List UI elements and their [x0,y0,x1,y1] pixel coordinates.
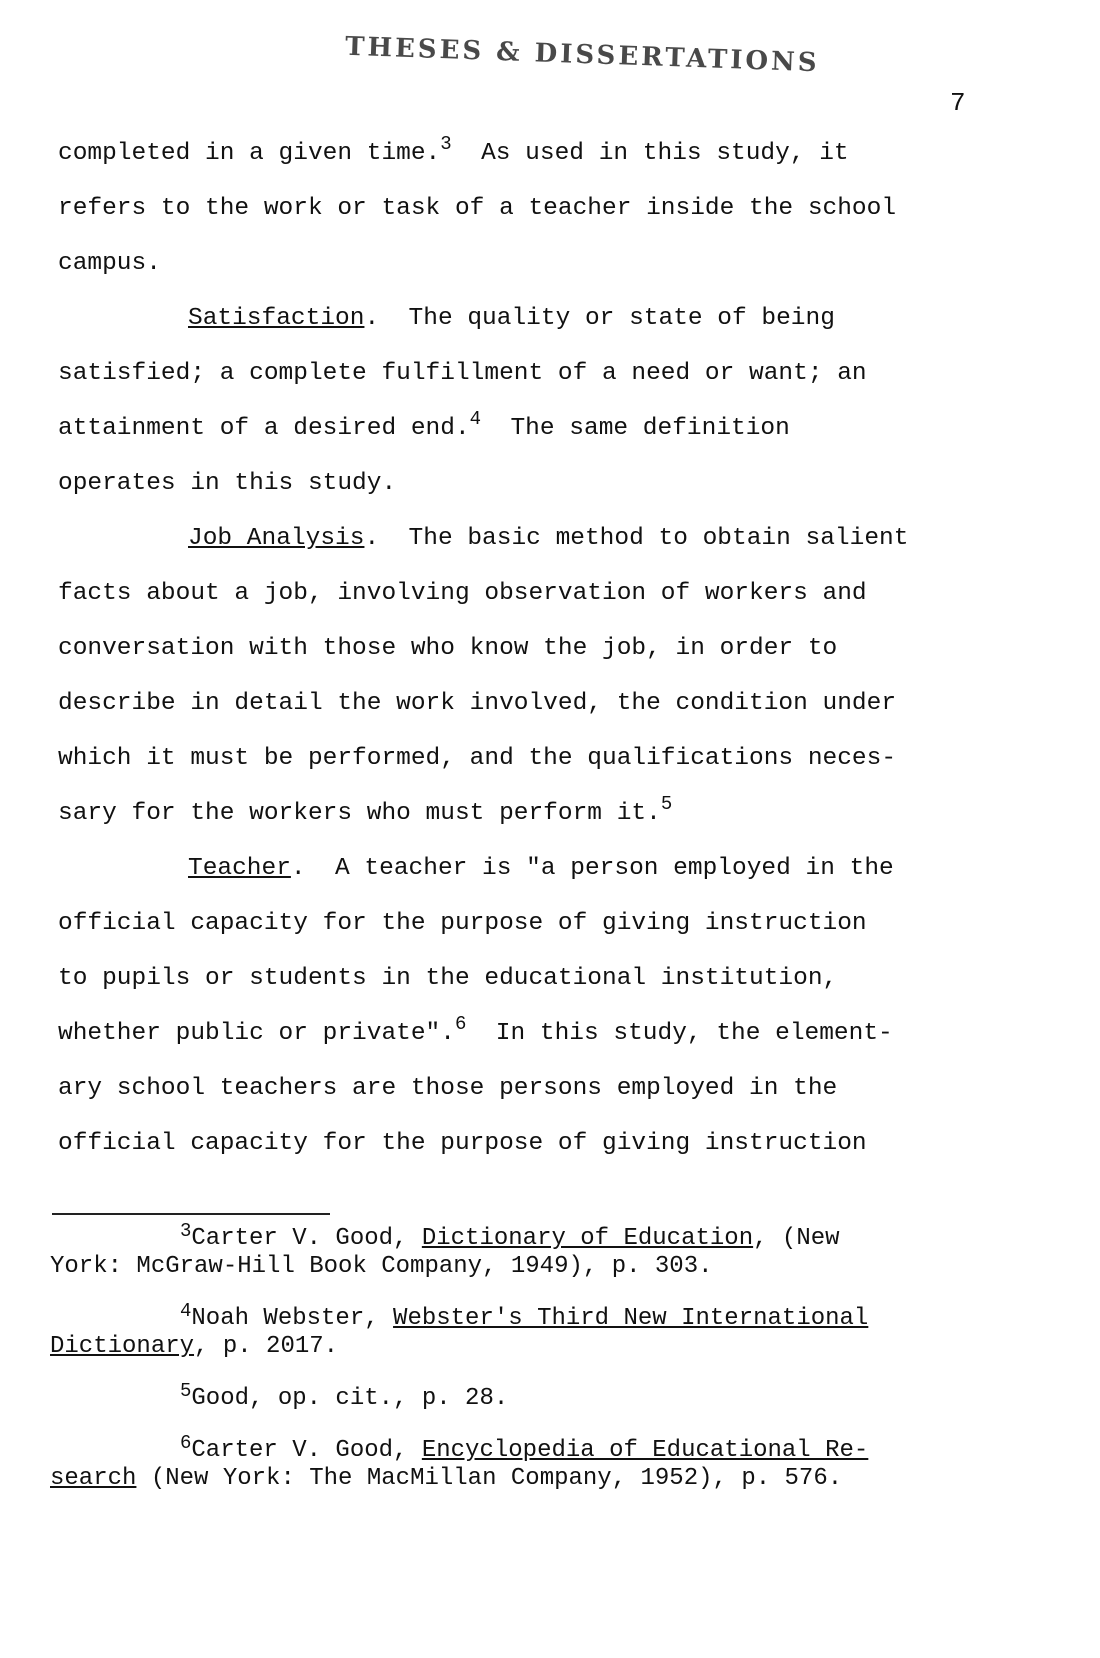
text-line: to pupils or students in the educational institution, [58,965,838,992]
footnote-number: 5 [180,1380,192,1402]
footnote-6: $^6$Carter V. Good, Encyclopedia of Educational Re- search (New York: The MacMillan Company, 1952), p. 576. [50,1432,869,1492]
footnotes [50,1220,1010,1517]
text-line: operates in this study. [58,470,397,497]
text-line: official capacity for the purpose of giving instruction [58,910,867,937]
text-line: whether public or private".$^6$ In this study, the element- [58,1013,893,1047]
term-job-analysis: Job Analysis [188,525,365,552]
footnote-5: $^5$Good, op. cit., p. 28. [180,1380,509,1412]
definition-teacher: Teacher. A teacher is "a person employed in the [188,855,894,882]
text-line: completed in a given time.$^3$ As used in this study, it [58,133,849,167]
citation-title: Dictionary of Education [421,1225,754,1252]
text-line: campus. [58,250,161,277]
text-line: describe in detail the work involved, the condition under [58,690,897,717]
footnote-divider [52,1213,330,1215]
footnote-number: 6 [180,1432,192,1454]
body-text [58,126,1018,1171]
footnote-number: 4 [180,1300,192,1322]
text-line: satisfied; a complete fulfillment of a need or want; an [58,360,867,387]
text-line: official capacity for the purpose of giving instruction [58,1130,867,1157]
term-teacher: Teacher [188,855,291,882]
citation-title: Dictionary [50,1333,195,1360]
text-line: which it must be performed, and the qualifications neces- [58,745,897,772]
definition-job-analysis: Job Analysis. The basic method to obtain salient [188,525,909,552]
footnote-4: $^4$Noah Webster, Webster's Third New International Dictionary, p. 2017. [50,1300,869,1360]
term-satisfaction: Satisfaction [188,305,365,332]
citation-title: Webster's Third New International [393,1305,869,1332]
footnote-number: 3 [180,1220,192,1242]
text-line: sary for the workers who must perform it.$^5$ [58,793,673,827]
text-line: refers to the work or task of a teacher inside the school [58,195,897,222]
citation-title: search [50,1465,137,1492]
page-number: 7 [950,88,966,118]
footnote-3: $^3$Carter V. Good, Dictionary of Education, (New York: McGraw-Hill Book Company, 1949), p. 303. [50,1220,840,1280]
footnote-ref-5: 5 [660,793,673,815]
text-line: ary school teachers are those persons employed in the [58,1075,838,1102]
text-line: attainment of a desired end.$^4$ The same definition [58,408,790,442]
footnote-ref-4: 4 [469,408,482,430]
citation-title: Encyclopedia of Educational Re- [421,1437,869,1464]
theses-stamp: THESES & DISSERTATIONS [344,31,821,79]
text-line: facts about a job, involving observation of workers and [58,580,867,607]
footnote-ref-6: 6 [454,1013,467,1035]
definition-satisfaction: Satisfaction. The quality or state of being [188,305,835,332]
text-line: conversation with those who know the job, in order to [58,635,838,662]
footnote-ref-3: 3 [440,133,452,155]
